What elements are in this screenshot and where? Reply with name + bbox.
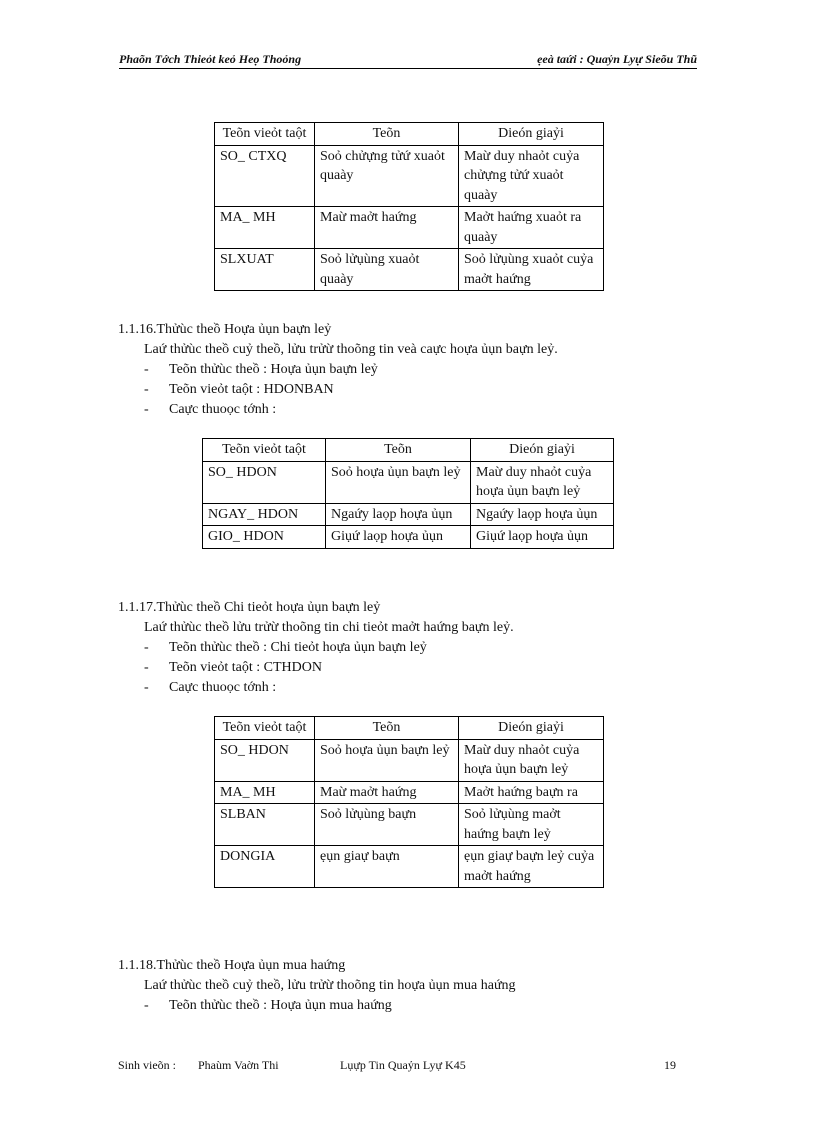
page-number: 19 bbox=[664, 1058, 676, 1072]
table-cell: Maừ maởt haứng bbox=[315, 207, 459, 249]
table-row bbox=[203, 461, 614, 503]
table-cell: SO_ HDON bbox=[203, 461, 326, 503]
table-cell: Maởt haứng xuaỏt ra quaày bbox=[459, 207, 604, 249]
table-cell: Maừ duy nhaỏt cuỷa hoựa ủụn baựn leỷ bbox=[471, 461, 614, 503]
table-cell: Soỏ lửụùng xuaỏt cuỷa maởt haứng bbox=[459, 249, 604, 291]
column-header: Dieón giaỷi bbox=[459, 123, 604, 146]
table-cell: Soỏ lửụùng maởt haứng baựn leỷ bbox=[459, 804, 604, 846]
table-cell: Maừ duy nhaỏt cuỷa chửựng tửứ xuaỏt quaày bbox=[459, 145, 604, 207]
section-heading: 1.1.16.Thửùc theồ Hoựa ủụn baựn leỷ bbox=[118, 322, 332, 337]
table-cell: Soỏ hoựa ủụn baựn leỷ bbox=[326, 461, 471, 503]
bullet-text: Teõn thửùc theồ : Hoựa ủụn baựn leỷ bbox=[169, 362, 378, 377]
table-cell: NGAY_ HDON bbox=[203, 503, 326, 526]
table-cell: Ngaứy laọp hoựa ủụn bbox=[326, 503, 471, 526]
column-header: Teõn bbox=[326, 439, 471, 462]
table-header-row bbox=[215, 123, 604, 146]
table-cell: ẹụn giaự baựn bbox=[315, 846, 459, 888]
table-row bbox=[203, 526, 614, 549]
table-cell: SLXUAT bbox=[215, 249, 315, 291]
table-cell: MA_ MH bbox=[215, 207, 315, 249]
footer-student-name: Phaùm Vaờn Thi bbox=[198, 1058, 279, 1072]
table-row bbox=[215, 145, 604, 207]
table-header-row bbox=[215, 717, 604, 740]
bullet-text: Teõn thửùc theồ : Hoựa ủụn mua haứng bbox=[169, 998, 392, 1013]
section-heading: 1.1.17.Thửùc theồ Chi tieỏt hoựa ủụn baựn leỷ bbox=[118, 600, 381, 615]
table-cell: Soỏ chửựng tửứ xuaỏt quaày bbox=[315, 145, 459, 207]
table-cell: GIO_ HDON bbox=[203, 526, 326, 549]
page-header bbox=[119, 52, 697, 69]
table-cell: Giụứ laọp hoựa ủụn bbox=[326, 526, 471, 549]
footer-class: Lụựp Tin Quaỷn Lyự K45 bbox=[340, 1058, 466, 1072]
table-cell: ẹụn giaự baựn leỷ cuỷa maởt haứng bbox=[459, 846, 604, 888]
table-cell: Maởt haứng baựn ra bbox=[459, 781, 604, 804]
column-header: Teõn vieỏt taột bbox=[215, 717, 315, 740]
column-header: Teõn bbox=[315, 123, 459, 146]
table-cell: Maừ duy nhaỏt cuỷa hoựa ủụn baựn leỷ bbox=[459, 739, 604, 781]
attribute-table-1 bbox=[214, 122, 604, 291]
table-cell: SO_ CTXQ bbox=[215, 145, 315, 207]
table-row bbox=[215, 249, 604, 291]
table-row bbox=[215, 739, 604, 781]
column-header: Dieón giaỷi bbox=[471, 439, 614, 462]
column-header: Teõn vieỏt taột bbox=[203, 439, 326, 462]
attribute-table-3 bbox=[214, 716, 604, 888]
table-cell: MA_ MH bbox=[215, 781, 315, 804]
table-cell: Giụứ laọp hoựa ủụn bbox=[471, 526, 614, 549]
section-description: Laứ thửùc theồ cuỷ theồ, lửu trửừ thoõng tin hoựa ủụn mua haứng bbox=[144, 978, 516, 993]
bullet-text: Teõn vieỏt taột : HDONBAN bbox=[169, 382, 334, 397]
table-cell: SO_ HDON bbox=[215, 739, 315, 781]
table-row bbox=[215, 207, 604, 249]
bullet-text: Caực thuoọc tớnh : bbox=[169, 402, 277, 417]
table-cell: SLBAN bbox=[215, 804, 315, 846]
table-cell: Soỏ hoựa ủụn baựn leỷ bbox=[315, 739, 459, 781]
column-header: Teõn vieỏt taột bbox=[215, 123, 315, 146]
bullet-text: Teõn thửùc theồ : Chi tieỏt hoựa ủụn baựn leỷ bbox=[169, 640, 427, 655]
table-cell: Maừ maởt haứng bbox=[315, 781, 459, 804]
bullet-text: Teõn vieỏt taột : CTHDON bbox=[169, 660, 322, 675]
table-cell: Soỏ lửụùng baựn bbox=[315, 804, 459, 846]
section-description: Laứ thửùc theồ cuỷ theồ, lửu trửừ thoõng tin veà caực hoựa ủụn baựn leỷ. bbox=[144, 342, 558, 357]
table-cell: Ngaứy laọp hoựa ủụn bbox=[471, 503, 614, 526]
section-description: Laứ thửùc theồ lửu trửừ thoõng tin chi tieỏt maởt haứng baựn leỷ. bbox=[144, 620, 514, 635]
header-title-left: Phaõn Tớch Thieỏt keỏ Heọ Thoỏng bbox=[119, 52, 302, 66]
bullet-text: Caực thuoọc tớnh : bbox=[169, 680, 277, 695]
table-row bbox=[215, 804, 604, 846]
table-row bbox=[215, 846, 604, 888]
footer-student-label: Sinh vieõn : bbox=[118, 1058, 177, 1072]
table-row bbox=[215, 781, 604, 804]
table-cell: Soỏ lửụùng xuaỏt quaày bbox=[315, 249, 459, 291]
column-header: Teõn bbox=[315, 717, 459, 740]
table-cell: DONGIA bbox=[215, 846, 315, 888]
table-header-row bbox=[203, 439, 614, 462]
table-row bbox=[203, 503, 614, 526]
header-title-right: ẹeà taứi : Quaỷn Lyự Sieõu Thũ bbox=[537, 52, 697, 66]
section-heading: 1.1.18.Thửùc theồ Hoựa ủụn mua haứng bbox=[118, 958, 346, 973]
attribute-table-2 bbox=[202, 438, 614, 549]
column-header: Dieón giaỷi bbox=[459, 717, 604, 740]
